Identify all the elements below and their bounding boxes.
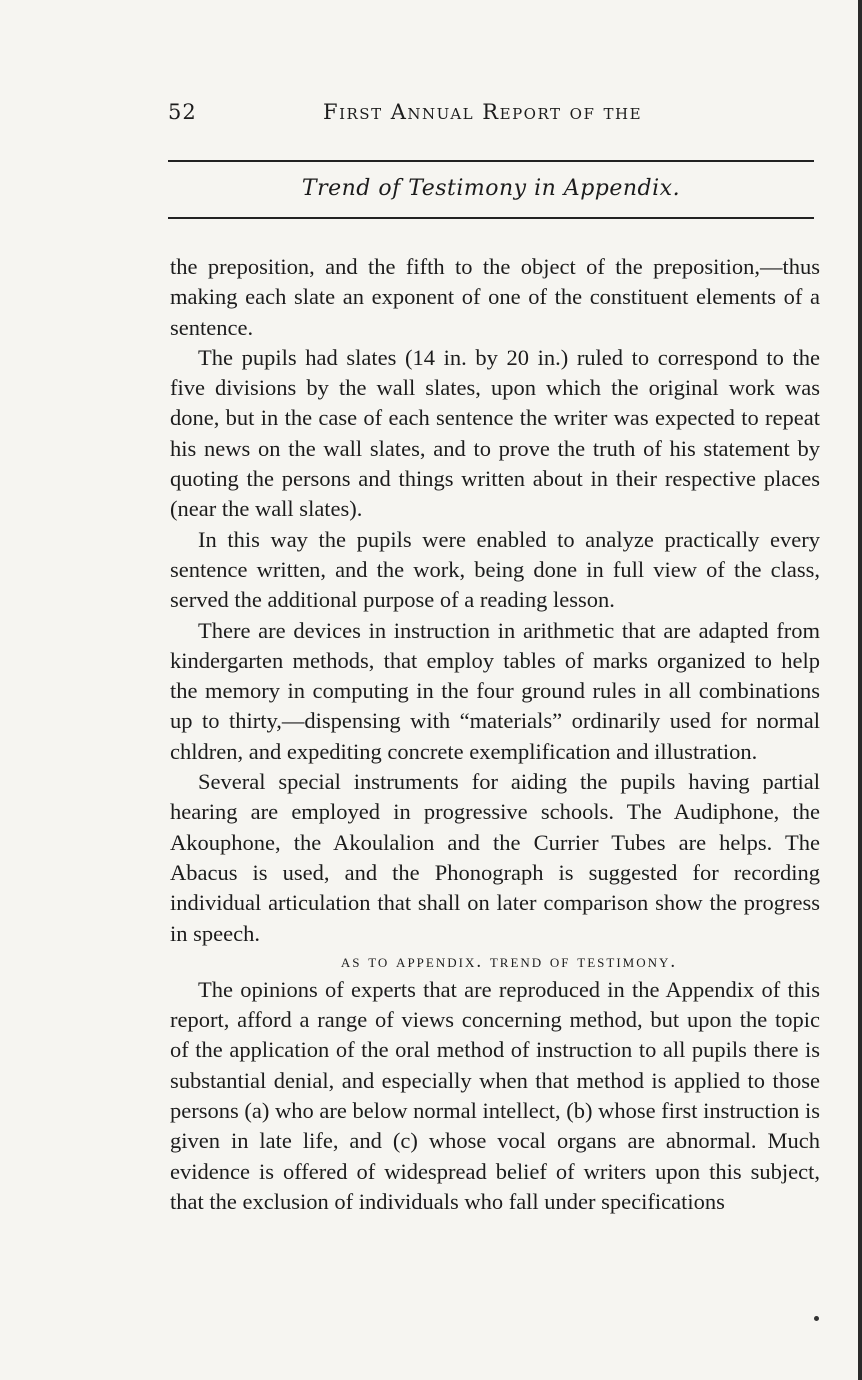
section-heading: as to appendix. trend of testimony. (340, 950, 678, 972)
paragraph: The opinions of experts that are reproduced in the Appendix of this report, afford a range of views concerning method, but upon the topic of the application of the oral method of instruction to all pupils there is substantial denial, and especially when that method is applied to those persons (a) who are below normal intellect, (b) whose first instruction is given in late life, and (c) whose vocal organs are abnormal. Much evidence is offered of widespread belief of writers upon this subject, that the exclusion of individuals who fall under specifications (170, 976, 820, 1214)
paragraph: the preposition, and the fifth to the object of the preposition,—thus making each slate an exponent of one of the constituent elements of a sentence. (170, 254, 820, 340)
page-number: 52 (168, 100, 197, 124)
page-edge-shadow (858, 0, 862, 1380)
running-head (168, 100, 818, 132)
body-text (170, 252, 820, 1217)
header-rule-bottom (168, 217, 814, 219)
paragraph: In this way the pupils were enabled to analyze practically every sentence written, and the work, being done in full view of the class, served the additional purpose of a reading lesson. (170, 526, 820, 613)
paragraph: The pupils had slates (14 in. by 20 in.) ruled to correspond to the five divisions by the wall slates, upon which the original work was done, but in the case of each sentence the writer was expected to repeat his news on the wall slates, and to prove the truth of his statement by quoting the persons and things written about in their respective places (near the wall slates). (170, 344, 820, 522)
running-title: First Annual Report of the (323, 100, 643, 124)
header-rule-top (168, 160, 814, 162)
subhead: Trend of Testimony in Appendix. (301, 176, 681, 201)
ink-speck (814, 1316, 819, 1321)
paragraph: There are devices in instruction in arithmetic that are adapted from kindergarten methods, that employ tables of marks organized to help the memory in computing in the four ground rules in all combinations up to thirty,—dispensing with “materials” ordinarily used for normal chldren, and expediting concrete exemplification and illustration. (170, 617, 820, 764)
paragraph: Several special instruments for aiding the pupils having partial hearing are employed in progressive schools. The Audiphone, the Akouphone, the Akoulalion and the Currier Tubes are helps. The Abacus is used, and the Phonograph is suggested for recording individual articulation that shall on later comparison show the progress in speech. (170, 769, 820, 946)
